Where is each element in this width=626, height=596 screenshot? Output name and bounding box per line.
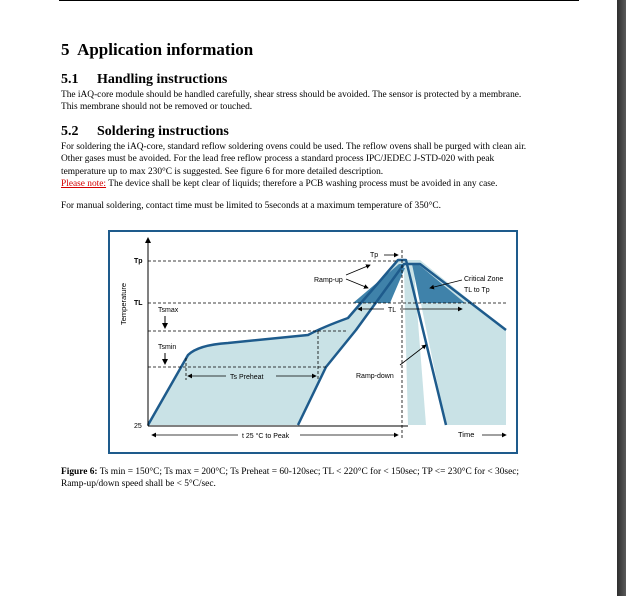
- caption-label: Figure 6:: [61, 467, 98, 477]
- soldering-line-3: temperature up to max 230°C is suggested. See figure 6 for more detailed description.: [61, 166, 384, 177]
- label-ramp-down: Ramp-down: [356, 373, 394, 380]
- label-tp-top: Tp: [370, 252, 379, 259]
- caption-text-1: Ts min = 150°C; Ts max = 200°C; Ts Preheat = 60-120sec; TL < 220°C for < 150sec; TP <= 230°C for < 30sec;: [97, 467, 519, 477]
- section-heading: [61, 40, 253, 60]
- caption-line-1: [61, 466, 581, 478]
- label-time: Time: [458, 430, 475, 439]
- figure-caption: [61, 466, 581, 491]
- section-title: Application information: [77, 40, 254, 59]
- handling-title: Handling instructions: [97, 72, 228, 87]
- soldering-title: Soldering instructions: [97, 124, 229, 139]
- header-rule: [59, 0, 579, 1]
- reflow-profile-diagram: [108, 230, 518, 454]
- handling-number: 5.1: [61, 72, 79, 87]
- caption-line-2: Ramp-up/down speed shall be < 5°C/sec.: [61, 479, 216, 490]
- manual-soldering-paragraph: For manual soldering, contact time must be limited to 5seconds at a maximum temperature of 350°C.: [61, 201, 441, 211]
- soldering-heading: [61, 124, 229, 140]
- handling-line-2: This membrane should not be removed or touched.: [61, 102, 253, 113]
- label-tl-inner: TL: [388, 307, 397, 314]
- note-label: Please note:: [61, 179, 107, 190]
- label-critical-zone-1: Critical Zone: [464, 276, 504, 283]
- label-ramp-up: Ramp-up: [314, 277, 343, 284]
- note-text: The device shall be kept clear of liquids; therefore a PCB washing process must be avoided in any case.: [106, 179, 498, 190]
- section-number: 5: [61, 40, 70, 59]
- viewer-scroll-edge[interactable]: [617, 0, 626, 596]
- handling-paragraph: [61, 89, 581, 114]
- label-tsmax: Tsmax: [158, 307, 179, 314]
- y-axis-label: Temperature: [119, 282, 128, 325]
- handling-line-1: The iAQ-core module should be handled carefully, shear stress should be avoided. The sensor is protected by a membrane.: [61, 90, 522, 100]
- soldering-line-2: Other gases must be avoided. For the lead free reflow process a standard process IPC/JEDEC J-STD-020 with peak: [61, 154, 495, 165]
- label-t25-to-peak: t 25 °C to Peak: [242, 433, 290, 440]
- label-25: 25: [134, 423, 142, 430]
- label-tsmin: Tsmin: [158, 344, 177, 351]
- soldering-paragraph: [61, 141, 581, 191]
- soldering-number: 5.2: [61, 124, 79, 139]
- handling-heading: [61, 72, 227, 88]
- soldering-note: [61, 178, 581, 190]
- soldering-line-1: For soldering the iAQ-core, standard reflow soldering ovens could be used. The reflow ovens shall be purged with clean air.: [61, 142, 527, 152]
- label-tp: Tp: [134, 258, 143, 265]
- label-ts-preheat: Ts Preheat: [230, 374, 264, 381]
- label-critical-zone-2: TL to Tp: [464, 287, 490, 294]
- label-tl: TL: [134, 300, 143, 307]
